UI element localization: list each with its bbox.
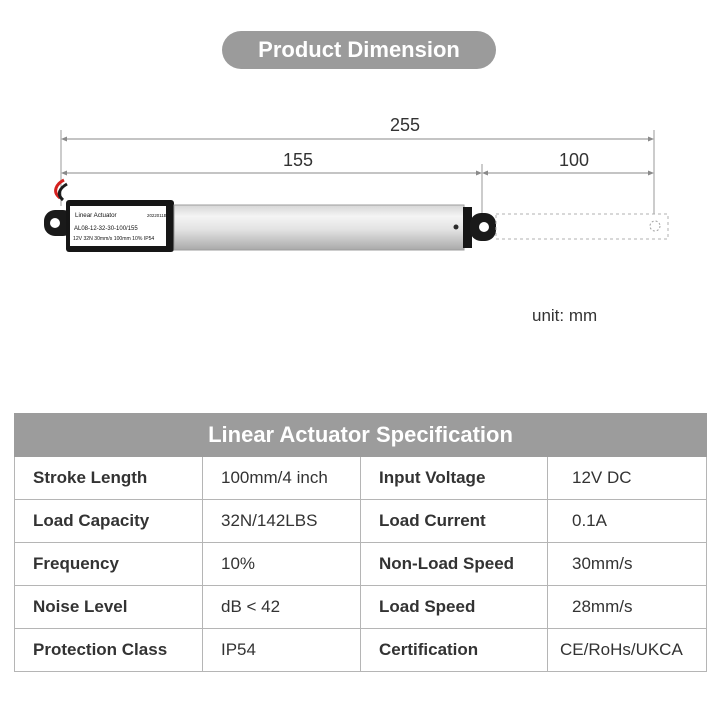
table-row — [15, 543, 707, 586]
product-label-specs: 12V 32N 30mm/s 100mm 10% IP54 — [73, 236, 155, 242]
dimension-body — [61, 171, 482, 176]
spec-table-title: Linear Actuator Specification — [15, 414, 707, 457]
spec-key: Frequency — [15, 543, 203, 586]
product-label-name: Linear Actuator — [75, 212, 117, 219]
front-mount — [470, 213, 496, 241]
spec-value: 100mm/4 inch — [203, 457, 361, 500]
spec-value: IP54 — [203, 629, 361, 672]
unit-label: unit: mm — [532, 306, 598, 325]
spec-key: Stroke Length — [15, 457, 203, 500]
spec-value: 0.1A — [548, 500, 707, 543]
page-title: Product Dimension — [222, 31, 496, 69]
dimension-body-label: 155 — [282, 150, 314, 170]
spec-value: dB < 42 — [203, 586, 361, 629]
product-label-model: AL08-12-32-30-100/155 — [74, 226, 138, 232]
spec-value: 28mm/s — [548, 586, 707, 629]
power-wires — [56, 180, 67, 200]
table-row — [15, 586, 707, 629]
dimension-total — [61, 137, 654, 142]
product-label-date: 2022011B — [147, 213, 167, 218]
dimension-total-label: 255 — [389, 115, 421, 135]
table-row — [15, 500, 707, 543]
tube-screw — [454, 225, 459, 230]
actuator-tube — [174, 205, 464, 250]
spec-value: 32N/142LBS — [203, 500, 361, 543]
spec-key: Certification — [361, 629, 548, 672]
spec-key: Load Speed — [361, 586, 548, 629]
spec-value: 30mm/s — [548, 543, 707, 586]
spec-value: 10% — [203, 543, 361, 586]
dimension-stroke-label: 100 — [558, 150, 590, 170]
spec-key: Non-Load Speed — [361, 543, 548, 586]
spec-key: Noise Level — [15, 586, 203, 629]
dimension-stroke — [482, 171, 654, 176]
extended-rod-outline — [496, 214, 668, 239]
spec-key: Load Current — [361, 500, 548, 543]
table-row — [15, 457, 707, 500]
spec-key: Input Voltage — [361, 457, 548, 500]
spec-value: 12V DC — [548, 457, 707, 500]
dimension-diagram — [0, 0, 720, 300]
table-row — [15, 629, 707, 672]
spec-key: Protection Class — [15, 629, 203, 672]
spec-value: CE/RoHs/UKCA — [548, 629, 707, 672]
spec-table — [14, 413, 707, 672]
spec-key: Load Capacity — [15, 500, 203, 543]
